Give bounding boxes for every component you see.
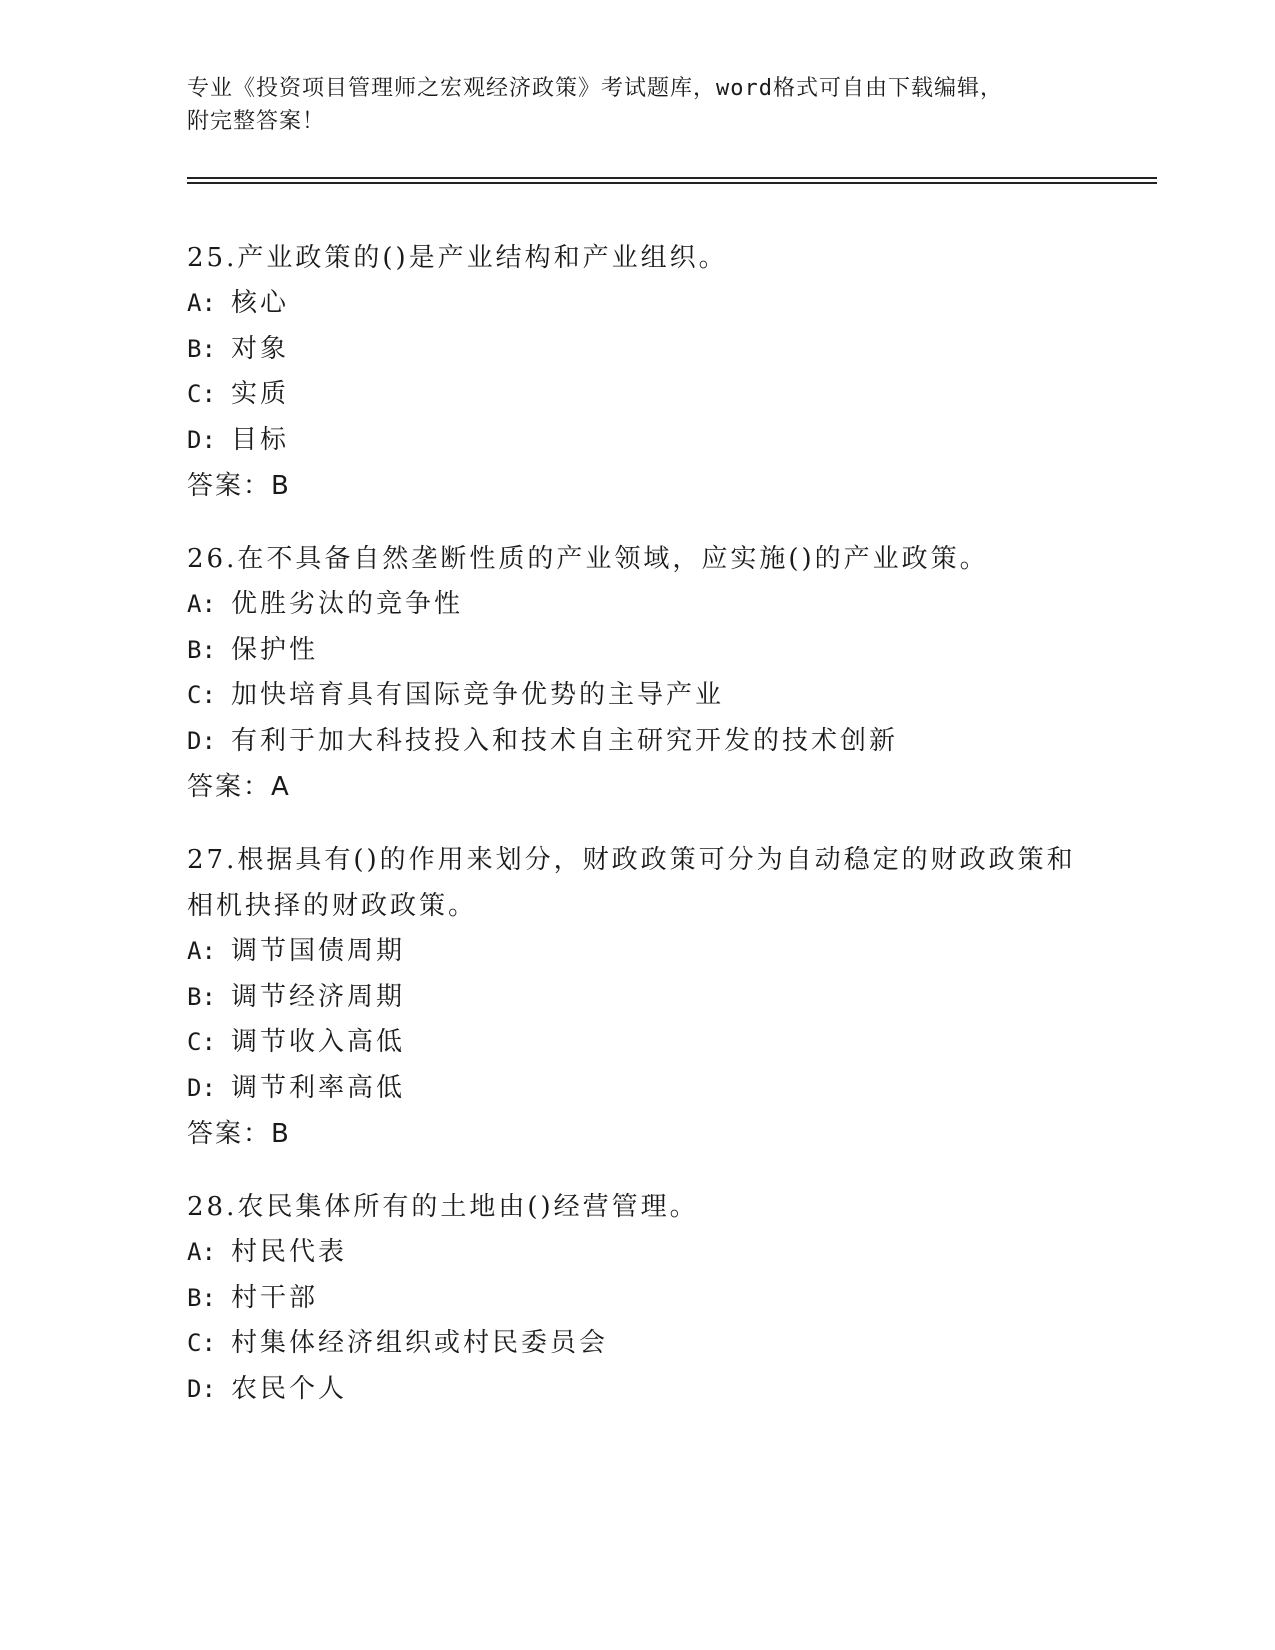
option-b [187, 628, 1087, 674]
answer: 答案：B [187, 1119, 291, 1149]
document-header [187, 72, 1087, 138]
answer: 答案：B [187, 471, 291, 501]
question-stem: 28.农民集体所有的土地由()经营管理。 [187, 1192, 699, 1222]
option-text: 村民代表 [231, 1237, 348, 1267]
option-text: 村集体经济组织或村民委员会 [231, 1328, 609, 1358]
question-26 [187, 536, 1087, 810]
option-b [187, 1276, 1087, 1322]
option-key: C: [187, 681, 216, 709]
option-key: D: [187, 1374, 216, 1403]
option-c [187, 372, 1087, 418]
question-25 [187, 235, 1087, 509]
option-text: 有利于加大科技投入和技术自主研究开发的技术创新 [231, 725, 899, 756]
option-a [187, 281, 1087, 327]
question-27 [187, 837, 1087, 1157]
option-text: 调节经济周期 [231, 981, 406, 1012]
option-text: 对象 [231, 333, 290, 364]
option-text: 目标 [231, 424, 290, 455]
header-divider-bottom [187, 182, 1157, 184]
option-key: C: [187, 1329, 216, 1357]
option-key: D: [187, 1073, 216, 1102]
option-c [187, 1321, 1087, 1367]
option-a [187, 1230, 1087, 1276]
question-stem: 27.根据具有()的作用来划分，财政政策可分为自动稳定的财政政策和相机抉择的财政政策。 [187, 845, 1076, 921]
option-text: 村干部 [231, 1282, 319, 1313]
option-a [187, 582, 1087, 628]
option-key: B: [187, 982, 216, 1011]
header-divider-top [187, 177, 1157, 179]
option-key: C: [187, 380, 216, 408]
header-line-2: 附完整答案！ [187, 109, 326, 134]
option-d [187, 1066, 1087, 1112]
option-d [187, 719, 1087, 765]
answer: 答案：A [187, 772, 291, 802]
option-text: 调节国债周期 [231, 936, 406, 966]
option-key: D: [187, 726, 216, 755]
question-list [187, 235, 1087, 1439]
option-text: 保护性 [231, 634, 319, 665]
question-stem: 25.产业政策的()是产业结构和产业组织。 [187, 243, 728, 273]
option-key: A: [187, 1238, 216, 1266]
option-text: 优胜劣汰的竞争性 [231, 589, 464, 619]
option-text: 实质 [231, 379, 290, 409]
option-d [187, 418, 1087, 464]
option-key: C: [187, 1028, 216, 1056]
option-d [187, 1367, 1087, 1413]
option-key: B: [187, 334, 216, 363]
header-line-1: 专业《投资项目管理师之宏观经济政策》考试题库，word格式可自由下载编辑， [187, 76, 1003, 101]
option-key: B: [187, 635, 216, 664]
option-key: B: [187, 1283, 216, 1312]
option-text: 调节利率高低 [231, 1072, 406, 1103]
question-stem: 26.在不具备自然垄断性质的产业领域，应实施()的产业政策。 [187, 544, 989, 574]
option-text: 调节收入高低 [231, 1027, 406, 1057]
option-text: 农民个人 [231, 1373, 348, 1404]
option-c [187, 1020, 1087, 1066]
option-key: A: [187, 590, 216, 618]
option-key: A: [187, 937, 216, 965]
option-b [187, 975, 1087, 1021]
option-text: 核心 [231, 288, 290, 318]
option-key: A: [187, 289, 216, 317]
option-a [187, 929, 1087, 975]
option-key: D: [187, 425, 216, 454]
option-b [187, 327, 1087, 373]
option-c [187, 673, 1087, 719]
option-text: 加快培育具有国际竞争优势的主导产业 [231, 680, 725, 710]
question-28 [187, 1184, 1087, 1412]
